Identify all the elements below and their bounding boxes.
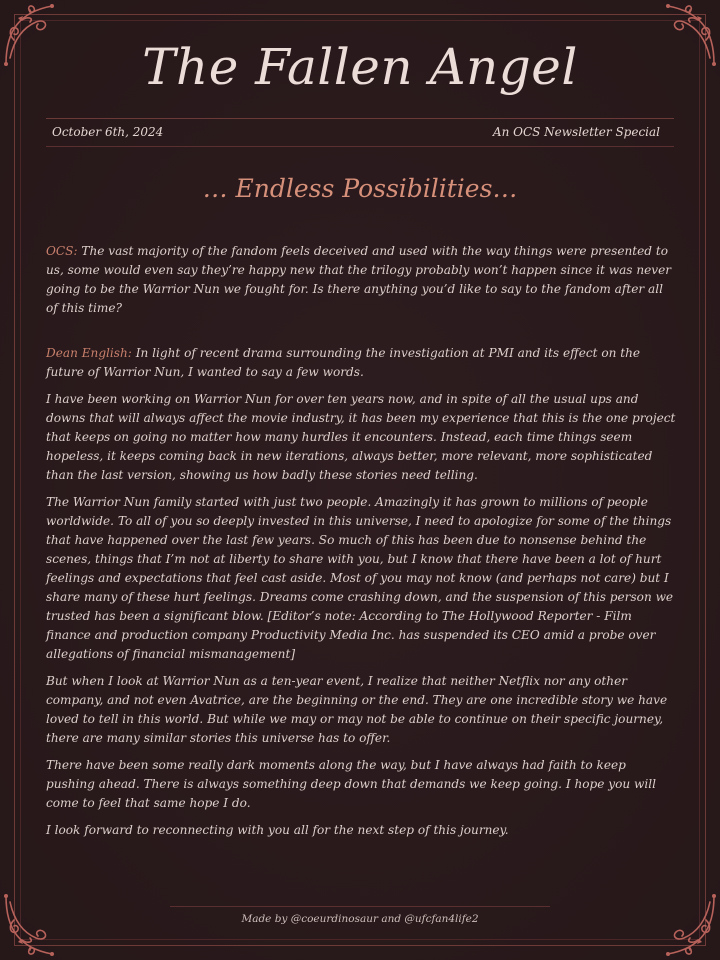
answer-paragraph: There have been some really dark moments along the way, but I have always had faith to keep pushing ahead. There is always something deep down that demands we keep going. I hope you will come to feel that same hope I do. (46, 758, 657, 810)
answer-paragraph: I look forward to reconnecting with you all for the next step of this journey. (46, 823, 509, 837)
footer-credits: Made by @coeurdinosaur and @ufcfan4life2 (241, 913, 479, 925)
footer-divider (170, 906, 550, 907)
answer-intro (46, 344, 676, 382)
answer-speaker: Dean English: (46, 346, 132, 360)
question-speaker: OCS: (46, 244, 78, 258)
question-text: The vast majority of the fandom feels deceived and used with the way things were presented to us, some would even say they’re happy new that the trilogy probably won’t happen since it was never going to be the Warrior Nun we fought for. Is there anything you’d like to say to the fandom after all of this time? (46, 244, 672, 315)
header-divider (46, 118, 674, 119)
newsletter-title: The Fallen Angel (142, 38, 578, 96)
floral-corner-ornament-icon (0, 890, 70, 960)
meta-divider (46, 146, 674, 147)
interview-question (46, 242, 676, 318)
floral-corner-ornament-icon (650, 890, 720, 960)
interview-body (46, 242, 676, 848)
issue-subtitle: An OCS Newsletter Special (492, 125, 660, 139)
answer-paragraph: The Warrior Nun family started with just two people. Amazingly it has grown to millions of people worldwide. To all of you so deeply invested in this universe, I need to apologize for some of the things that have happened over the last few years. So much of this has been due to nonsense behind the scenes, things that I’m not at liberty to share with you, but I know that there have been a lot of hurt feelings and expectations that feel cast aside. Most of you may not know (and perhaps not care) but I share many of these hurt feelings. Dreams come crashing down, and the suspension of this person we trusted has been a significant blow. [Editor’s note: According to The Hollywood Reporter - Film finance and production company Productivity Media Inc. has suspended its CEO amid a probe over allegations of financial mismanagement] (46, 495, 674, 661)
issue-date: October 6th, 2024 (52, 125, 164, 139)
answer-paragraph: But when I look at Warrior Nun as a ten-year event, I realize that neither Netflix nor any other company, and not even Avatrice, are the beginning or the end. They are one incredible story we have loved to tell in this world. But while we may or may not be able to continue on their specific journey, there are many similar stories this universe has to offer. (46, 674, 668, 745)
section-title: … Endless Possibilities… (202, 174, 518, 203)
answer-paragraph: I have been working on Warrior Nun for over ten years now, and in spite of all the usual ups and downs that will always affect the movie industry, it has been my experience that this is the one project that keeps on going no matter how many hurdles it encounters. Instead, each time things seem hopeless, it keeps coming back in new iterations, always better, more relevant, more sophisticated than the last version, showing us how badly these stories need telling. (46, 392, 676, 482)
answer-intro-text: In light of recent drama surrounding the investigation at PMI and its effect on the future of Warrior Nun, I wanted to say a few words. (46, 346, 641, 379)
